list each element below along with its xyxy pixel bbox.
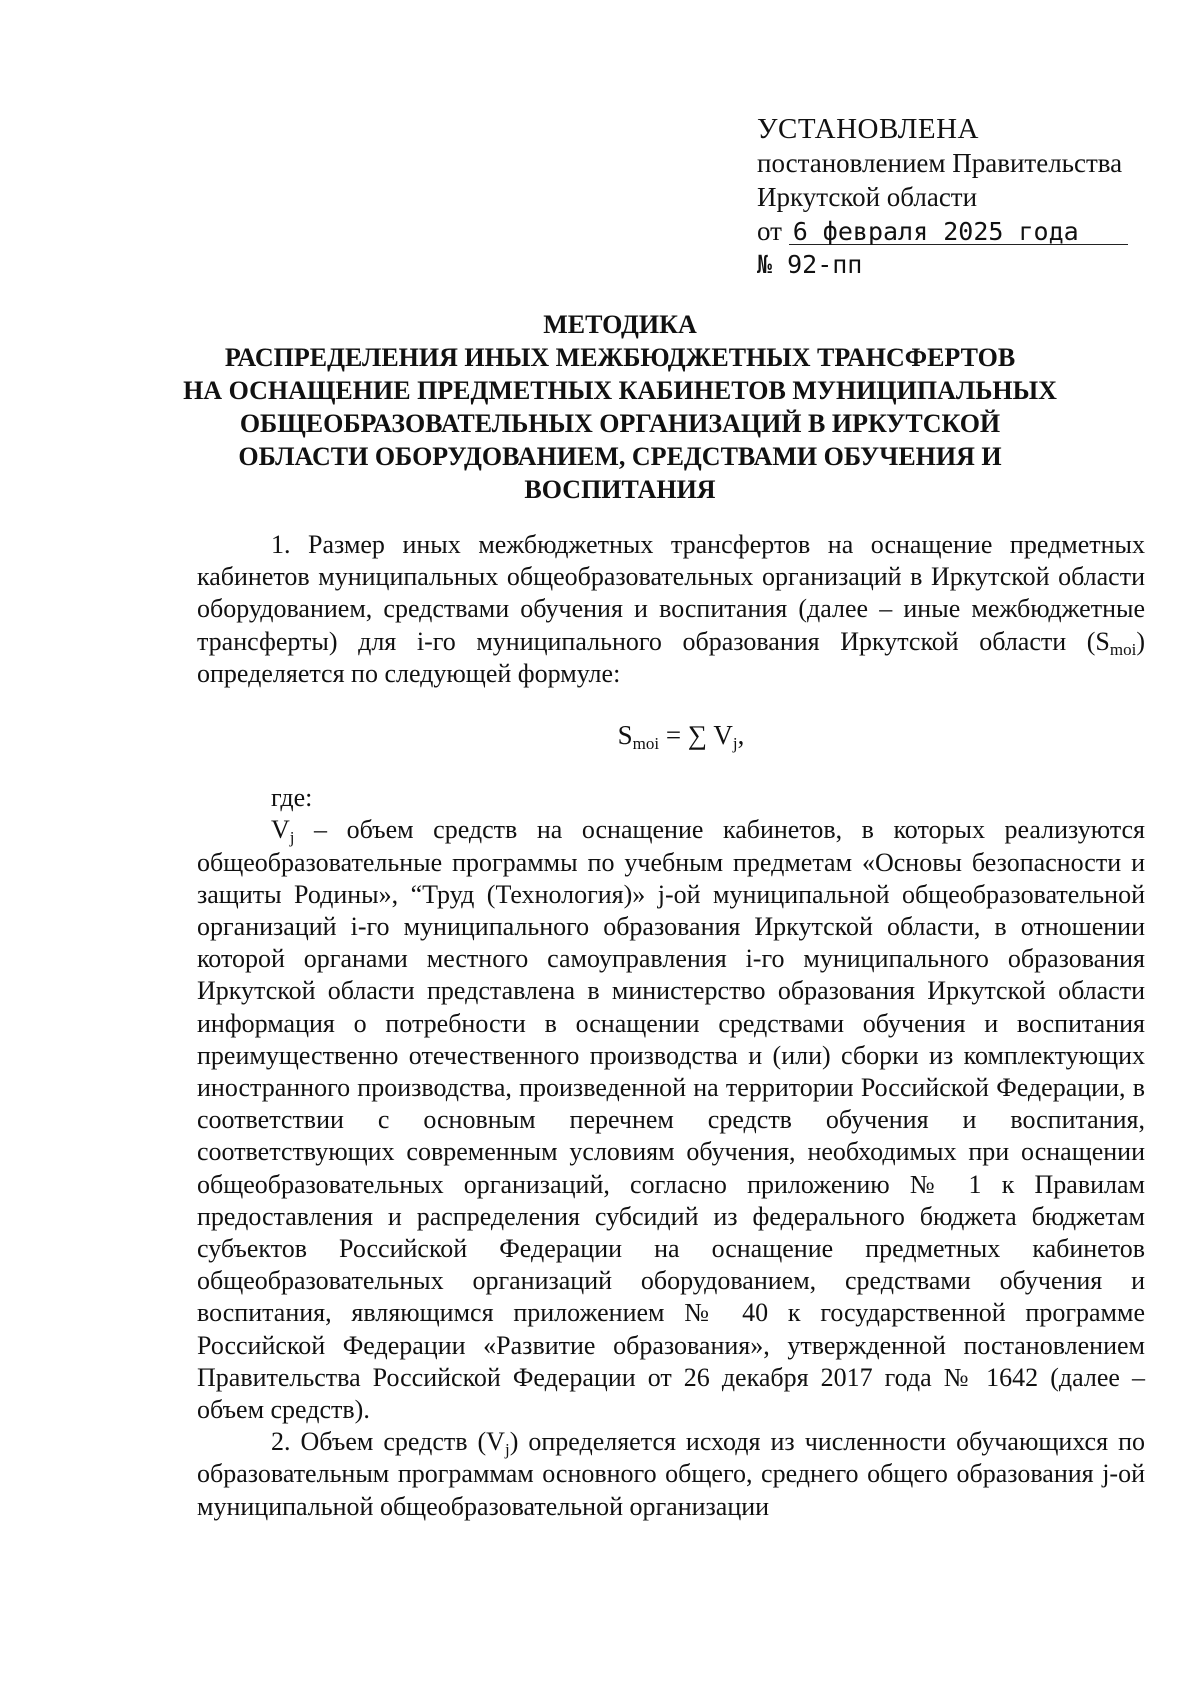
approval-stamp bbox=[757, 112, 1157, 282]
title-line: НА ОСНАЩЕНИЕ ПРЕДМЕТНЫХ КАБИНЕТОВ МУНИЦИПАЛЬНЫХ bbox=[183, 376, 1057, 405]
paragraph-1: 1. Размер иных межбюджетных трансфертов на оснащение предметных кабинетов муниципальных общеобразовательных организаций в Иркутской области оборудованием, средствами обучения и воспитания (далее – иные межбюджетные трансферты) для i-го муниципального образования Иркутской области $(S_{moi})$ определяется по следующей формуле: bbox=[197, 530, 1145, 688]
where-label: где: bbox=[271, 783, 313, 813]
paragraph-2: 2. Объем средств $(V_j)$ определяется исходя из численности обучающихся по образовательным программам основного общего, среднего общего образования j-ой муниципальной общеобразовательной организации bbox=[197, 1427, 1145, 1521]
document-body bbox=[197, 529, 1145, 1523]
title-line: ОБЩЕОБРАЗОВАТЕЛЬНЫХ ОРГАНИЗАЦИЙ В ИРКУТСКОЙ bbox=[239, 409, 1001, 438]
title-line: РАСПРЕДЕЛЕНИЯ ИНЫХ МЕЖБЮДЖЕТНЫХ ТРАНСФЕРТОВ bbox=[224, 343, 1016, 372]
stamp-date-prefix: от bbox=[757, 216, 782, 246]
stamp-line-decree: постановлением Правительства bbox=[757, 148, 1123, 178]
title-line: МЕТОДИКА bbox=[543, 310, 697, 339]
document-title bbox=[180, 308, 1060, 506]
stamp-date-value: 6 февраля 2025 года bbox=[789, 220, 1128, 245]
stamp-line-region: Иркутской области bbox=[757, 182, 978, 212]
stamp-date-row bbox=[757, 214, 1157, 248]
title-line: ОБЛАСТИ ОБОРУДОВАНИЕМ, СРЕДСТВАМИ ОБУЧЕНИЯ И bbox=[238, 442, 1002, 471]
variable-definition: $V_j$ – объем средств на оснащение кабинетов, в которых реализуются общеобразовательные программы по учебным предметам «Основы безопасности и защиты Родины», “Труд (Технология)» j-ой муниципальной общеобразовательной организаций i-го муниципального образования Иркутской области, в отношении которой органами местного самоуправления i-го муниципального образования Иркутской области представлена в министерство образования Иркутской области информация о потребности в оснащении средствами обучения и воспитания преимущественно отечественного производства и (или) сборки из комплектующих иностранного производства, произведенной на территории Российской Федерации, в соответствии с основным перечнем средств обучения и воспитания, соответствующих современным условиям обучения, необходимых при оснащении общеобразовательных организаций, согласно приложению № 1 к Правилам предоставления и распределения субсидий из федерального бюджета бюджетам субъектов Российской Федерации на оснащение предметных кабинетов общеобразовательных организаций оборудованием, средствами обучения и воспитания, являющимся приложением № 40 к государственной программе Российской Федерации «Развитие образования», утвержденной постановлением Правительства Российской Федерации от 26 декабря 2017 года № 1642 (далее – объем средств). bbox=[197, 815, 1145, 1425]
stamp-heading: УСТАНОВЛЕНА bbox=[757, 113, 979, 145]
stamp-number: № 92-пп bbox=[757, 250, 863, 279]
formula: $S_{moi}$ = ∑ $V_j$, bbox=[617, 720, 745, 754]
title-line: ВОСПИТАНИЯ bbox=[524, 475, 716, 504]
